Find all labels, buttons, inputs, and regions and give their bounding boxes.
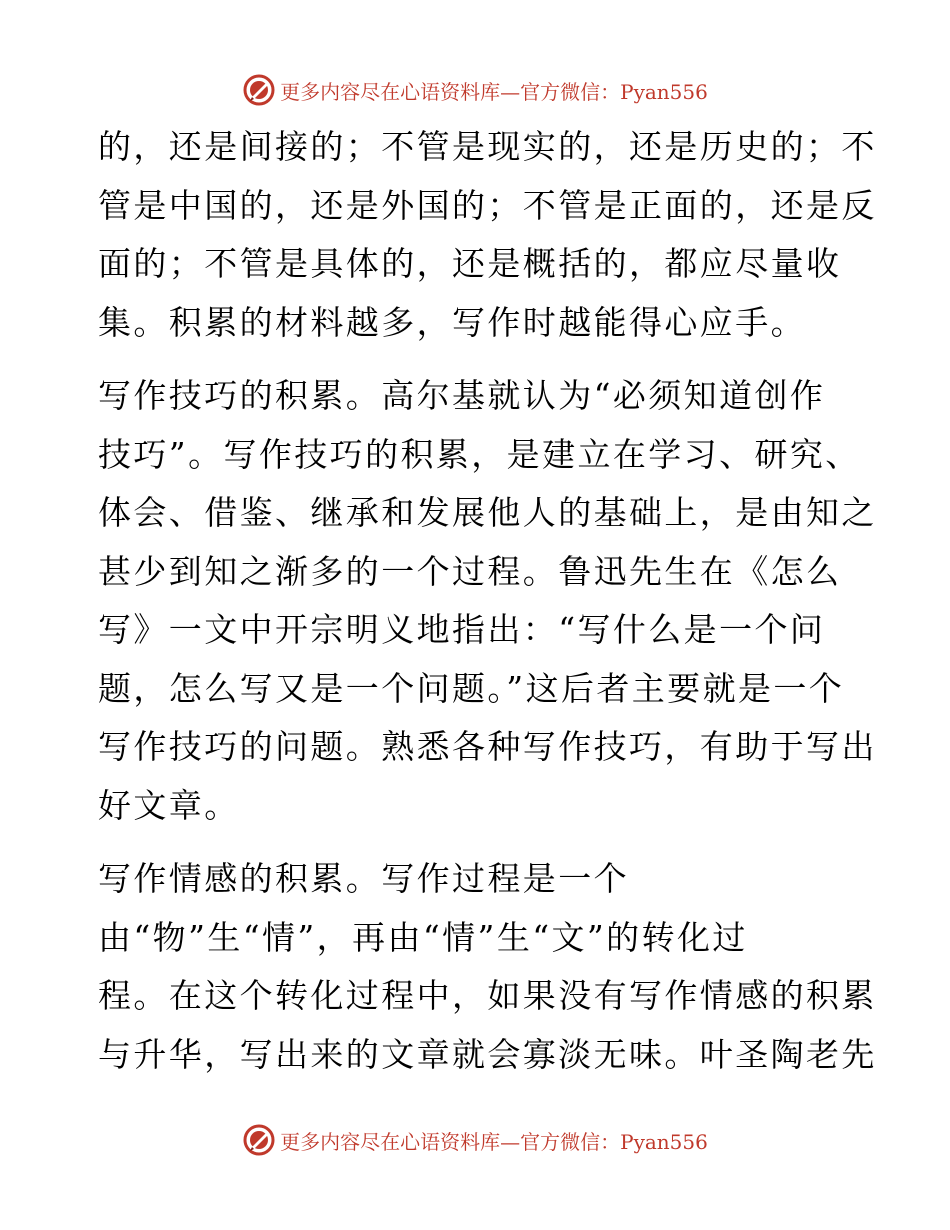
text-line: 写作技巧的问题。熟悉各种写作技巧，有助于写出 [98,727,877,766]
text-line: 好文章。 [98,785,240,825]
footer-watermark [0,1120,950,1160]
header-watermark-text: 更多内容尽在心语资料库—官方微信：Pyan556 [280,79,708,104]
text-line: 由“物”生“情”，再由“情”生“文”的转化过 [98,917,748,957]
header-watermark [0,70,950,110]
text-line: 面的；不管是具体的，还是概括的，都应尽量收 [98,244,842,283]
paragraph-3 [98,850,877,1084]
paragraph-spacer [98,835,850,850]
text-line: 集。积累的材料越多，写作时越能得心应手。 [98,302,806,342]
text-line: 程。在这个转化过程中，如果没有写作情感的积累 [98,976,877,1015]
pen-logo-icon [242,73,276,107]
pen-logo-icon [242,1123,276,1157]
text-line: 的，还是间接的；不管是现实的，还是历史的；不 [98,127,877,166]
document-body [98,118,877,1084]
paragraph-spacer [98,352,850,367]
text-line: 与升华，写出来的文章就会寡淡无味。叶圣陶老先 [98,1034,877,1074]
footer-watermark-text: 更多内容尽在心语资料库—官方微信：Pyan556 [280,1129,708,1154]
text-line: 体会、借鉴、继承和发展他人的基础上，是由知之 [98,493,877,532]
text-line: 写作技巧的积累。高尔基就认为“必须知道创作 [98,376,826,415]
text-line: 写作情感的积累。写作过程是一个 [98,859,629,898]
text-line: 技巧”。写作技巧的积累，是建立在学习、研究、 [98,434,861,474]
text-line: 题，怎么写又是一个问题。”这后者主要就是一个 [98,668,845,708]
text-line: 管是中国的，还是外国的；不管是正面的，还是反 [98,185,877,225]
text-line: 甚少到知之渐多的一个过程。鲁迅先生在《怎么 [98,551,842,591]
paragraph-2 [98,367,877,835]
text-line: 写》一文中开宗明义地指出：“写什么是一个问 [98,610,826,649]
paragraph-1 [98,118,877,352]
